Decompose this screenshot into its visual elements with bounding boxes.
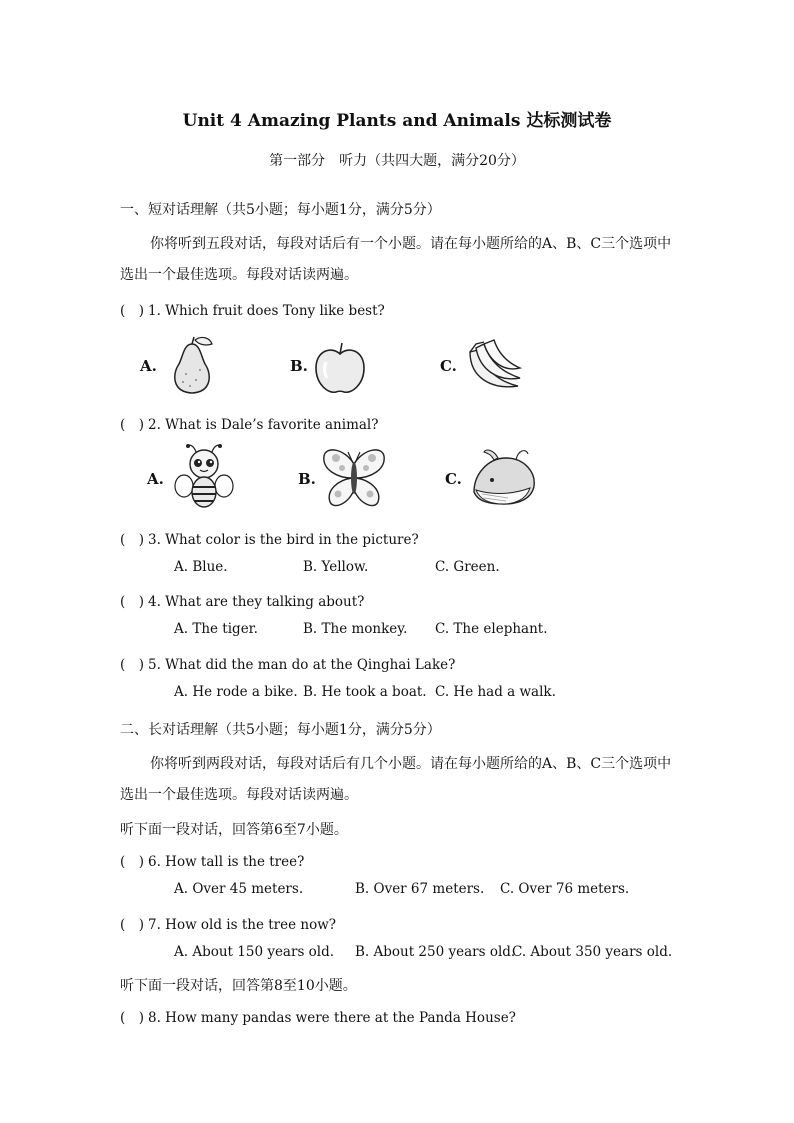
q2-option-b-label[interactable]: B. [298, 470, 316, 488]
q2-option-a-label[interactable]: A. [147, 470, 164, 488]
q1-option-a-label[interactable]: A. [140, 357, 157, 375]
answer-paren[interactable]: ( ) [120, 854, 145, 870]
answer-paren[interactable]: ( ) [120, 1010, 145, 1026]
question-text: 4. What are they talking about? [148, 594, 365, 610]
q7-option-b[interactable]: B. About 250 years old. [355, 944, 516, 960]
q1-option-b-label[interactable]: B. [290, 357, 308, 375]
answer-paren[interactable]: ( ) [120, 532, 145, 548]
q4-option-c[interactable]: C. The elephant. [435, 621, 548, 637]
apple-icon [312, 338, 368, 396]
bananas-icon [462, 338, 524, 396]
section2-lead-2: 听下面一段对话，回答第8至10小题。 [120, 978, 357, 994]
question-text: 6. How tall is the tree? [148, 854, 305, 870]
q7-option-a[interactable]: A. About 150 years old. [174, 944, 335, 960]
answer-paren[interactable]: ( ) [120, 917, 145, 933]
question-text: 3. What color is the bird in the picture? [148, 532, 419, 548]
q6-option-b[interactable]: B. Over 67 meters. [355, 881, 485, 897]
part-heading: 第一部分 听力（共四大题，满分20分） [269, 153, 525, 169]
pear-icon [166, 334, 218, 396]
q6-option-c[interactable]: C. Over 76 meters. [500, 881, 630, 897]
bee-icon [172, 442, 236, 512]
q1-option-c-label[interactable]: C. [440, 357, 457, 375]
answer-paren[interactable]: ( ) [120, 417, 145, 433]
question-text: 7. How old is the tree now? [148, 917, 336, 933]
q3-option-a[interactable]: A. Blue. [174, 559, 228, 575]
question-7 [120, 913, 336, 933]
q7-option-c[interactable]: C. About 350 years old. [512, 944, 673, 960]
page-title: Unit 4 Amazing Plants and Animals 达标测试卷 [182, 111, 612, 131]
question-1 [120, 299, 385, 319]
section2-instructions: 你将听到两段对话，每段对话后有几个小题。请在每小题所给的A、B、C三个选项中选出一个最佳选项。每段对话读两遍。 [120, 756, 672, 803]
q5-option-c[interactable]: C. He had a walk. [435, 684, 556, 700]
whale-icon [468, 444, 540, 510]
section1-heading: 一、短对话理解（共5小题；每小题1分，满分5分） [120, 202, 441, 218]
question-8 [120, 1006, 516, 1026]
answer-paren[interactable]: ( ) [120, 594, 145, 610]
q5-option-b[interactable]: B. He took a boat. [303, 684, 427, 700]
question-2 [120, 413, 378, 433]
question-text: 8. How many pandas were there at the Panda House? [148, 1010, 516, 1026]
question-text: 2. What is Dale’s favorite animal? [148, 417, 379, 433]
answer-paren[interactable]: ( ) [120, 657, 145, 673]
question-text: 5. What did the man do at the Qinghai Lake? [148, 657, 456, 673]
section2-heading: 二、长对话理解（共5小题；每小题1分，满分5分） [120, 722, 441, 738]
q4-option-a[interactable]: A. The tiger. [174, 621, 258, 637]
section1-instructions: 你将听到五段对话，每段对话后有一个小题。请在每小题所给的A、B、C三个选项中选出一个最佳选项。每段对话读两遍。 [120, 236, 672, 283]
answer-paren[interactable]: ( ) [120, 303, 145, 319]
question-6 [120, 850, 304, 870]
butterfly-icon [320, 444, 388, 512]
q3-option-c[interactable]: C. Green. [435, 559, 500, 575]
question-5 [120, 653, 455, 673]
question-text: 1. Which fruit does Tony like best? [148, 303, 385, 319]
question-3 [120, 528, 419, 548]
q6-option-a[interactable]: A. Over 45 meters. [174, 881, 304, 897]
q5-option-a[interactable]: A. He rode a bike. [174, 684, 298, 700]
section2-lead-1: 听下面一段对话，回答第6至7小题。 [120, 822, 348, 838]
q3-option-b[interactable]: B. Yellow. [303, 559, 369, 575]
q2-option-c-label[interactable]: C. [445, 470, 462, 488]
q4-option-b[interactable]: B. The monkey. [303, 621, 408, 637]
question-4 [120, 590, 364, 610]
